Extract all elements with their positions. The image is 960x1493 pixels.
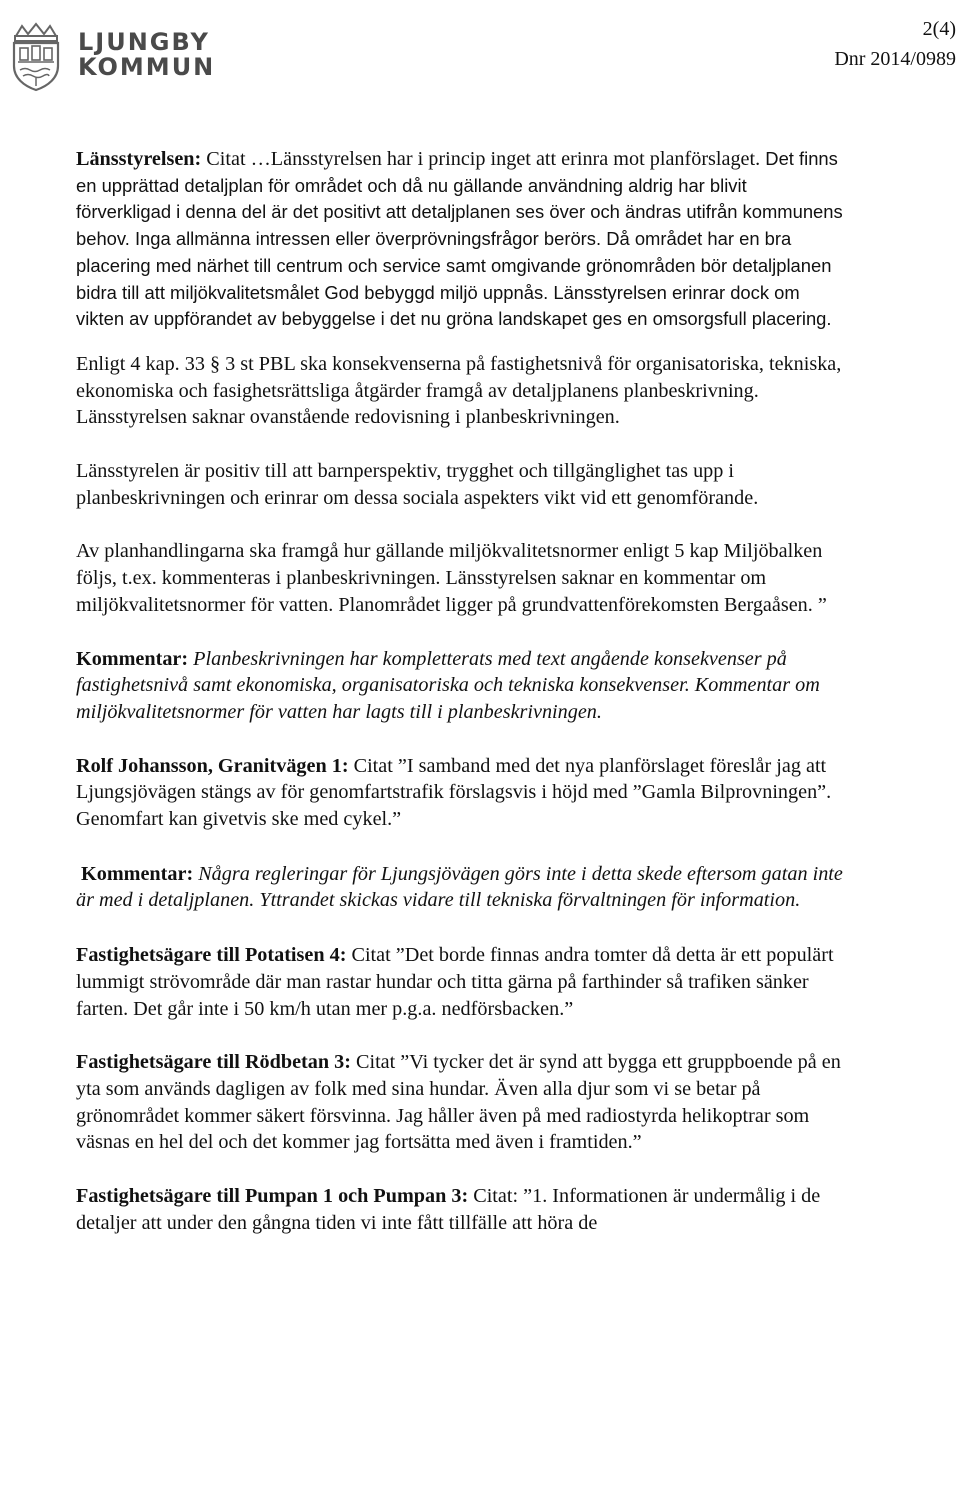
paragraph-label: Fastighetsägare till Pumpan 1 och Pumpan 3: xyxy=(76,1185,469,1208)
org-name xyxy=(78,30,215,80)
comment-label: Kommentar: xyxy=(81,862,194,885)
comment-text: Några regleringar för Ljungsjövägen görs inte i detta skede eftersom gatan inte är med i detaljplanen. Yttrandet skickas vidare till tekniska förvaltningen för information. xyxy=(76,862,843,912)
paragraph-label: Rolf Johansson, Granitvägen 1: xyxy=(76,754,349,777)
paragraph-text: Citat ”Det borde finnas andra tomter då detta är ett populärt lummigt strövområde där man rastar hundar och titta gärna på farthinder så trafiken sänker farten. Det går inte i 50 km/h utan mer p.g.a. nedförsbacken.” xyxy=(76,944,834,1020)
paragraph-potatisen xyxy=(76,942,846,1022)
comment-1 xyxy=(76,646,846,726)
paragraph-miljokvalitetsnormer: Av planhandlingarna ska framgå hur gällande miljökvalitetsnormer enligt 5 kap Miljöbalken följs, t.ex. kommenteras i planbeskrivningen. Länsstyrelsen saknar en kommentar om miljökvalitetsnormer för vatten. Planområdet ligger på grundvattenförekomsten Bergaåsen. ” xyxy=(76,540,827,616)
document-body xyxy=(76,146,846,1237)
paragraph-rolf-johansson xyxy=(76,753,846,833)
paragraph-pumpan xyxy=(76,1183,846,1236)
paragraph-lansstyrelsen xyxy=(76,146,846,333)
paragraph-label: Fastighetsägare till Rödbetan 3: xyxy=(76,1051,351,1074)
crest-icon xyxy=(6,22,66,92)
paragraph-text-sans: Det finns en upprättad detaljplan för området och då nu gällande användning aldrig har blivit förverkligad i denna del är det positivt att detaljplanen ses över och ändras utifrån kommunens behov. Inga allmänna intressen eller överprövningsfrågor berörs. Då området har en bra placering med närhet till centrum och service samt omgivande grönområden bör detaljplanen bidra till att miljökvalitetsmålet God bebyggd miljö uppnås. Länsstyrelsen erinrar dock om vikten av uppförandet av bebyggelse i det nu gröna landskapet ges en omsorgsfull placering. xyxy=(76,148,843,330)
paragraph-label: Fastighetsägare till Potatisen 4: xyxy=(76,944,347,967)
paragraph-pbl: Enligt 4 kap. 33 § 3 st PBL ska konsekvenserna på fastighetsnivå för organisatoriska, tekniska, ekonomiska och fasighetsrättsliga åtgärder framgå av detaljplanens planbeskrivning. Länsstyrelsen saknar ovanstående redovisning i planbeskrivningen. xyxy=(76,352,842,429)
paragraph-text: Citat ”Vi tycker det är synd att bygga ett gruppboende på en yta som används dagligen av folk med sina hundar. Även alla djur som vi se betar på grönområdet kommer säkert försvinna. Jag håller även på med radiostyrda helikoptrar som väsnas en hel del och det kommer jag fortsätta med även i framtiden.” xyxy=(76,1051,841,1154)
comment-2 xyxy=(76,861,846,914)
org-name-line-2: KOMMUN xyxy=(78,53,216,81)
municipality-logo xyxy=(6,22,216,94)
diary-number: Dnr 2014/0989 xyxy=(834,48,956,70)
paragraph-barnperspektiv: Länsstyrelen är positiv till att barnperspektiv, trygghet och tillgänglighet tas upp i planbeskrivningen och erinrar om dessa sociala aspekters vikt vid ett genomförande. xyxy=(76,460,759,509)
comment-text: Planbeskrivningen har kompletterats med text angående konsekvenser på fastighetsnivå samt ekonomiska, organisatoriska och tekniska konsekvenser. Kommentar om miljökvalitetsnormer för vatten har lagts till i planbeskrivningen. xyxy=(76,647,820,723)
page-number: 2(4) xyxy=(922,18,956,40)
paragraph-label: Länsstyrelsen: xyxy=(76,148,202,170)
paragraph-text: Citat ”I samband med det nya planförslaget föreslår jag att Ljungsjövägen stängs av för genomfartstrafik förslagsvis i höjd med ”Gamla Bilprovningen”. Genomfart kan givetvis ske med cykel.” xyxy=(76,754,832,831)
paragraph-text: Citat …Länsstyrelsen har i princip inget att erinra mot planförslaget. xyxy=(201,148,761,170)
paragraph-rodbetan xyxy=(76,1049,846,1156)
comment-label: Kommentar: xyxy=(76,647,189,670)
org-name-line-1: LJUNGBY xyxy=(78,28,210,56)
paragraph-text: Citat: ”1. Informationen är undermålig i de detaljer att under den gångna tiden vi inte fått tillfälle att höra de xyxy=(76,1185,821,1234)
